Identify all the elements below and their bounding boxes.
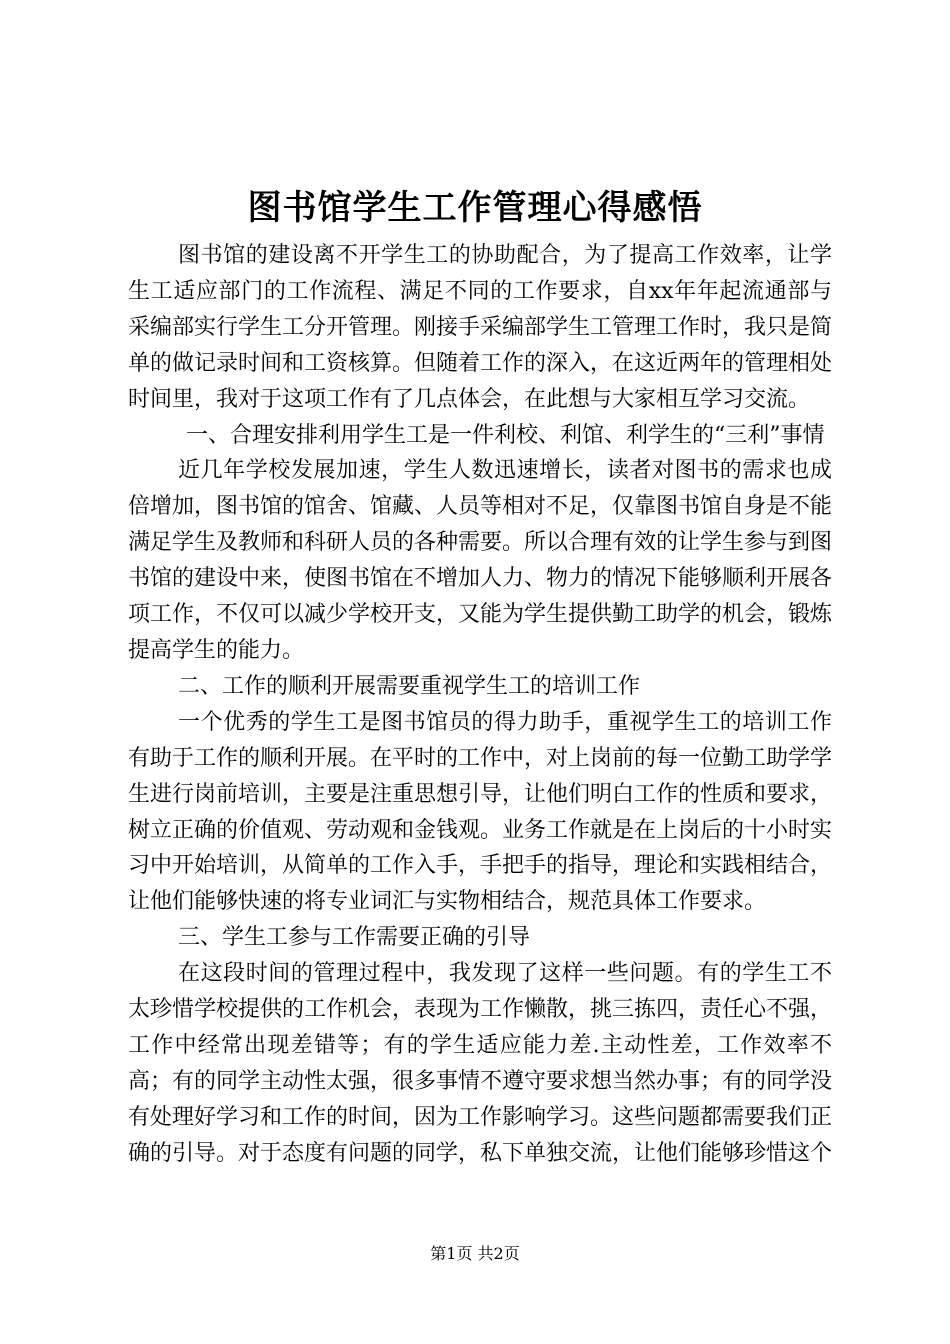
intro-paragraph: 图书馆的建设离不开学生工的协助配合，为了提高工作效率，让学生工适应部门的工作流程、满足不同的工作要求，自xx年年起流通部与采编部实行学生工分开管理。刚接手采编部学生工管理工作时，我只是简单的做记录时间和工资核算。但随着工作的深入，在这近两年的管理相处时间里，我对于这项工作有了几点体会，在此想与大家相互学习交流。	[128, 243, 833, 412]
section-heading-1: 一、合理安排利用学生工是一件利校、利馆、利学生的“三利”事情	[186, 422, 825, 448]
section-2-paragraph: 一个优秀的学生工是图书馆员的得力助手，重视学生工的培训工作有助于工作的顺利开展。在平时的工作中，对上岗前的每一位勤工助学学生进行岗前培训，主要是注重思想引导，让他们明白工作的性质和要求，树立正确的价值观、劳动观和金钱观。业务工作就是在上岗后的十小时实习中开始培训，从简单的工作入手，手把手的指导，理论和实践相结合，让他们能够快速的将专业词汇与实物相结合，规范具体工作要求。	[128, 709, 833, 915]
document-title: 图书馆学生工作管理心得感悟	[247, 188, 703, 228]
section-3-paragraph: 在这段时间的管理过程中，我发现了这样一些问题。有的学生工不太珍惜学校提供的工作机会，表现为工作懒散，挑三拣四，责任心不强，工作中经常出现差错等；有的学生适应能力差.主动性差，工作效率不高；有的同学主动性太强，很多事情不遵守要求想当然办事；有的同学没有处理好学习和工作的时间，因为工作影响学习。这些问题都需要我们正确的引导。对于态度有问题的同学，私下单独交流，让他们能够珍惜这个	[128, 961, 833, 1166]
section-heading-2: 二、工作的顺利开展需要重视学生工的培训工作	[178, 673, 641, 699]
document-body	[128, 238, 832, 1172]
page-footer: 第1页 共2页	[430, 1244, 520, 1263]
section-heading-3: 三、学生工参与工作需要正确的引导	[178, 925, 531, 951]
section-1-paragraph: 近几年学校发展加速，学生人数迅速增长，读者对图书的需求也成倍增加，图书馆的馆舍、馆藏、人员等相对不足，仅靠图书馆自身是不能满足学生及教师和科研人员的各种需要。所以合理有效的让学生参与到图书馆的建设中来，使图书馆在不增加人力、物力的情况下能够顺利开展各项工作，不仅可以减少学校开支，又能为学生提供勤工助学的机会，锻炼提高学生的能力。	[128, 458, 833, 663]
